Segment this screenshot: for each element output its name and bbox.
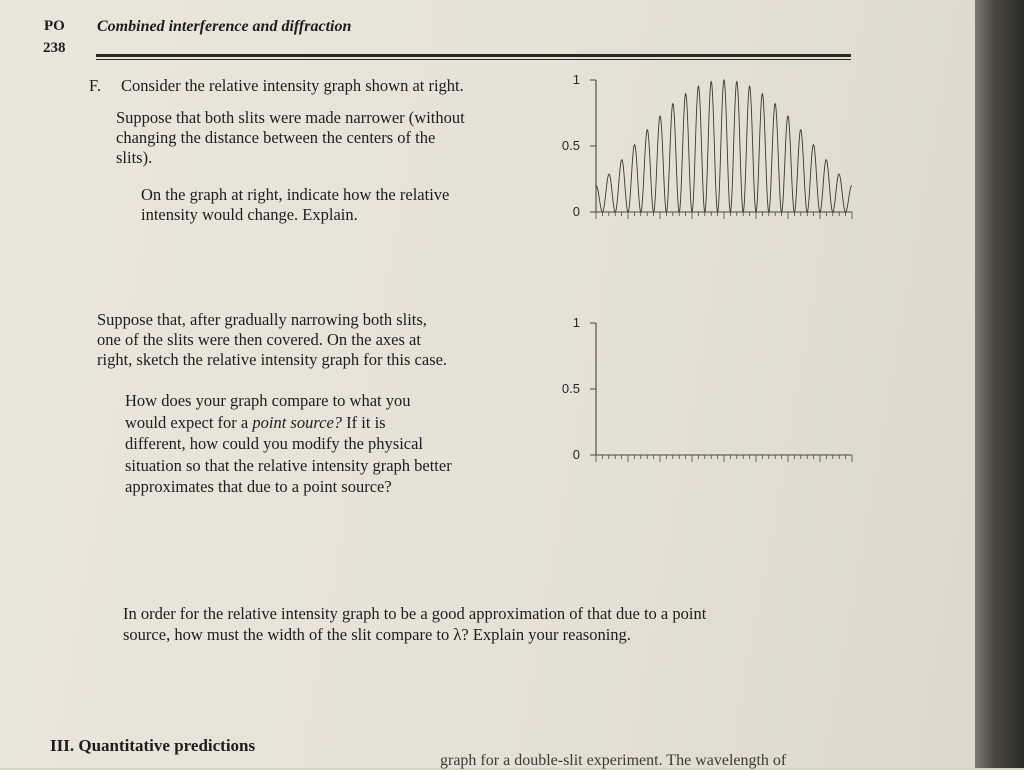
y-tick-label: 0.5 [561, 138, 580, 153]
y-tick-label: 1 [572, 72, 580, 87]
header-rule [96, 54, 851, 57]
text-segment: would expect for a [125, 412, 253, 432]
text-line: In order for the relative intensity graph to be a good approximation of that due to a point [123, 604, 707, 623]
text-line [125, 390, 452, 412]
text-line [125, 433, 452, 455]
section-f-para2 [141, 185, 449, 225]
text-line [125, 476, 452, 498]
book-binding-edge [975, 0, 1024, 768]
section-three-heading: III. Quantitative predictions [50, 736, 256, 755]
section-f-prompt: Consider the relative intensity graph shown at right. [121, 76, 464, 95]
final-question [123, 603, 706, 645]
text-line: source, how must the width of the slit compare to λ? Explain your reasoning. [123, 625, 631, 644]
intensity-curve [596, 80, 852, 212]
y-tick-label: 0 [572, 447, 580, 462]
section-g-para1 [97, 310, 447, 370]
text-segment: How does your graph compare to what you [125, 391, 411, 410]
text-line: intensity would change. Explain. [141, 205, 358, 224]
text-line: Suppose that both slits were made narrower (without [116, 108, 465, 127]
text-line: Suppose that, after gradually narrowing both slits, [97, 310, 427, 329]
section-f-para1 [116, 108, 465, 168]
emphasis-text: point source? [252, 412, 343, 432]
text-segment: different, how could you modify the physical [125, 434, 424, 453]
header-rule-thin [96, 59, 851, 60]
header-label: PO [44, 18, 65, 34]
text-segment: approximates that due to a point source? [125, 477, 392, 496]
text-segment: situation so that the relative intensity graph better [125, 455, 452, 475]
text-line [125, 455, 452, 477]
text-line: right, sketch the relative intensity graph for this case. [97, 350, 448, 369]
page-title: Combined interference and diffraction [97, 18, 352, 35]
y-tick-label: 0 [572, 204, 580, 219]
y-tick-label: 1 [572, 315, 580, 330]
text-segment: If it is [342, 412, 386, 432]
text-line: one of the slits were then covered. On the axes at [97, 330, 421, 349]
text-line: changing the distance between the centers of the [116, 128, 436, 147]
intensity-graph-top [540, 62, 870, 227]
intensity-graph-bottom[interactable] [540, 305, 870, 470]
section-g-para2 [125, 390, 452, 498]
y-tick-label: 0.5 [561, 381, 580, 396]
text-line [125, 412, 452, 434]
section-f-letter: F. [89, 76, 101, 95]
text-line: On the graph at right, indicate how the relative [141, 185, 450, 204]
text-line: slits). [116, 148, 153, 167]
bottom-partial-line: graph for a double-slit experiment. The wavelength of [440, 752, 787, 769]
page-number: 238 [43, 40, 66, 56]
